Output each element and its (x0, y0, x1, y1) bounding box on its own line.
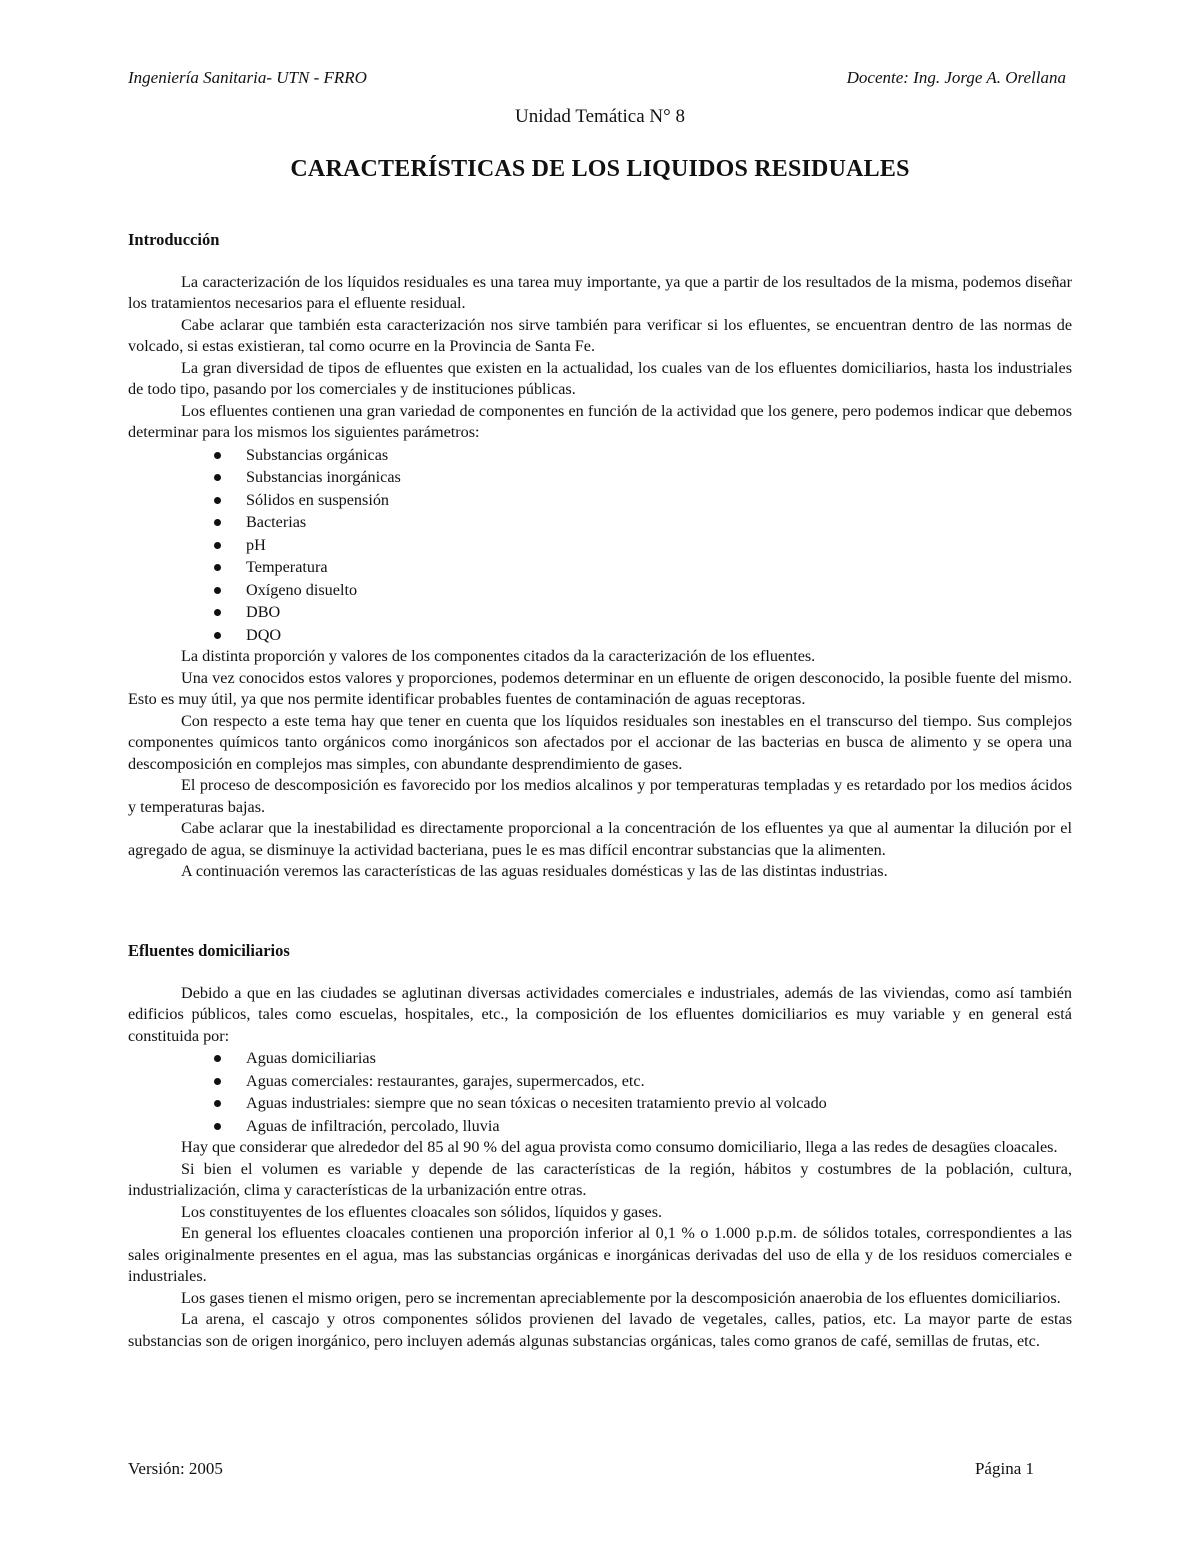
footer-version: Versión: 2005 (128, 1459, 223, 1478)
bullet-icon (214, 542, 221, 549)
paragraph: La distinta proporción y valores de los componentes citados da la caracterización de los efluentes. (181, 647, 816, 665)
paragraph: Cabe aclarar que también esta caracterización nos sirve también para verificar si los efluentes, se encuentran dentro de las normas de volcado, si estas existieran, tal como ocurre en la Provincia de Santa Fe. (128, 315, 1072, 355)
list-item: Substancias orgánicas (128, 444, 1072, 467)
list-item: DQO (128, 624, 1072, 647)
list-item: Oxígeno disuelto (128, 579, 1072, 602)
bullet-icon (214, 1123, 221, 1130)
paragraph: Cabe aclarar que la inestabilidad es directamente proporcional a la concentración de los efluentes ya que al aumentar la dilución por el agregado de agua, se disminuye la actividad bacteriana, pues le es mas difícil encontrar substancias que la alimenten. (128, 819, 1072, 859)
list-item: Sólidos en suspensión (128, 489, 1072, 512)
bullet-icon (214, 1100, 221, 1107)
paragraph: Los constituyentes de los efluentes cloacales son sólidos, líquidos y gases. (181, 1202, 663, 1221)
page-title: CARACTERÍSTICAS DE LOS LIQUIDOS RESIDUALES (290, 156, 910, 182)
paragraph: En general los efluentes cloacales contienen una proporción inferior al 0,1 % o 1.000 p.p.m. de sólidos totales, correspondientes a las sales originalmente presentes en el agua, mas las substancias orgánicas e inorgánicas derivadas del uso de ella y de los residuos comerciales e industriales. (128, 1224, 1072, 1285)
paragraph: Hay que considerar que alrededor del 85 al 90 % del agua provista como consumo domiciliario, llega a las redes de desagües cloacales. (181, 1138, 1058, 1156)
section-heading-intro: Introducción (128, 230, 220, 249)
paragraph: Con respecto a este tema hay que tener en cuenta que los líquidos residuales son inestables en el transcurso del tiempo. Sus complejos componentes químicos tanto orgánicos como inorgánicos son afectados por el accionar de las bacterias en busca de alimento y se opera una descomposición en complejos mas simples, con abundante desprendimiento de gases. (128, 711, 1072, 773)
bullet-icon (214, 632, 221, 639)
list-item: pH (128, 534, 1072, 557)
bullet-icon (214, 452, 221, 459)
list-item: Aguas comerciales: restaurantes, garajes, supermercados, etc. (128, 1070, 1072, 1093)
paragraph: Los gases tienen el mismo origen, pero se incrementan apreciablemente por la descomposición anaerobia de los efluentes domiciliarios. (181, 1288, 1061, 1307)
header-teacher: Docente: Ing. Jorge A. Orellana (846, 68, 1066, 87)
unit-title: Unidad Temática N° 8 (514, 106, 685, 127)
bullet-icon (214, 1078, 221, 1085)
paragraph: Los efluentes contienen una gran variedad de componentes en función de la actividad que los genere, pero podemos indicar que debemos determinar para los mismos los siguientes parámetros: (128, 401, 1072, 441)
list-item: Substancias inorgánicas (128, 466, 1072, 489)
section-intro (128, 229, 1072, 883)
bullet-icon (214, 564, 221, 571)
list-item: Bacterias (128, 511, 1072, 534)
bullet-icon (214, 587, 221, 594)
footer-page-number: Página 1 (974, 1459, 1034, 1478)
paragraph: La arena, el cascajo y otros componentes sólidos provienen del lavado de vegetales, calles, patios, etc. La mayor parte de estas substancias son de origen inorgánico, pero incluyen además algunas substancias orgánicas, tales como granos de café, semillas de frutas, etc. (128, 1310, 1072, 1350)
list-item: Aguas domiciliarias (128, 1047, 1072, 1070)
list-item: Aguas de infiltración, percolado, lluvia (128, 1115, 1072, 1138)
section-heading-domiciliarios: Efluentes domiciliarios (128, 941, 290, 960)
paragraph: A continuación veremos las características de las aguas residuales domésticas y las de las distintas industrias. (181, 862, 888, 880)
bullet-icon (214, 1055, 221, 1062)
paragraph: La gran diversidad de tipos de efluentes que existen en la actualidad, los cuales van de los efluentes domiciliarios, hasta los industriales de todo tipo, pasando por los comerciales y de instituciones públicas. (128, 358, 1072, 398)
parameter-list (128, 444, 1072, 647)
bullet-icon (214, 519, 221, 526)
bullet-icon (214, 609, 221, 616)
bullet-icon (214, 474, 221, 481)
paragraph: Si bien el volumen es variable y depende de las características de la región, hábitos y costumbres de la población, cultura, industrialización, clima y características de la urbanización entre otras. (128, 1159, 1072, 1199)
list-item: Aguas industriales: siempre que no sean tóxicas o necesiten tratamiento previo al volcado (128, 1092, 1072, 1115)
list-item: Temperatura (128, 556, 1072, 579)
composition-list (128, 1047, 1072, 1137)
paragraph: Una vez conocidos estos valores y proporciones, podemos determinar en un efluente de origen desconocido, la posible fuente del mismo. Esto es muy útil, ya que nos permite identificar probables fuentes de contaminación de aguas receptoras. (128, 668, 1072, 708)
list-item: DBO (128, 601, 1072, 624)
bullet-icon (214, 497, 221, 504)
section-domiciliarios (128, 940, 1072, 1352)
paragraph: El proceso de descomposición es favorecido por los medios alcalinos y por temperaturas templadas y es retardado por los medios ácidos y temperaturas bajas. (128, 776, 1072, 816)
paragraph: La caracterización de los líquidos residuales es una tarea muy importante, ya que a partir de los resultados de la misma, podemos diseñar los tratamientos necesarios para el efluente residual. (128, 272, 1072, 312)
paragraph: Debido a que en las ciudades se aglutinan diversas actividades comerciales e industriales, además de las viviendas, como así también edificios públicos, tales como escuelas, hospitales, etc., la composición de los efluentes domiciliarios es muy variable y en general está constituida por: (128, 983, 1072, 1045)
header-course: Ingeniería Sanitaria- UTN - FRRO (128, 68, 367, 87)
